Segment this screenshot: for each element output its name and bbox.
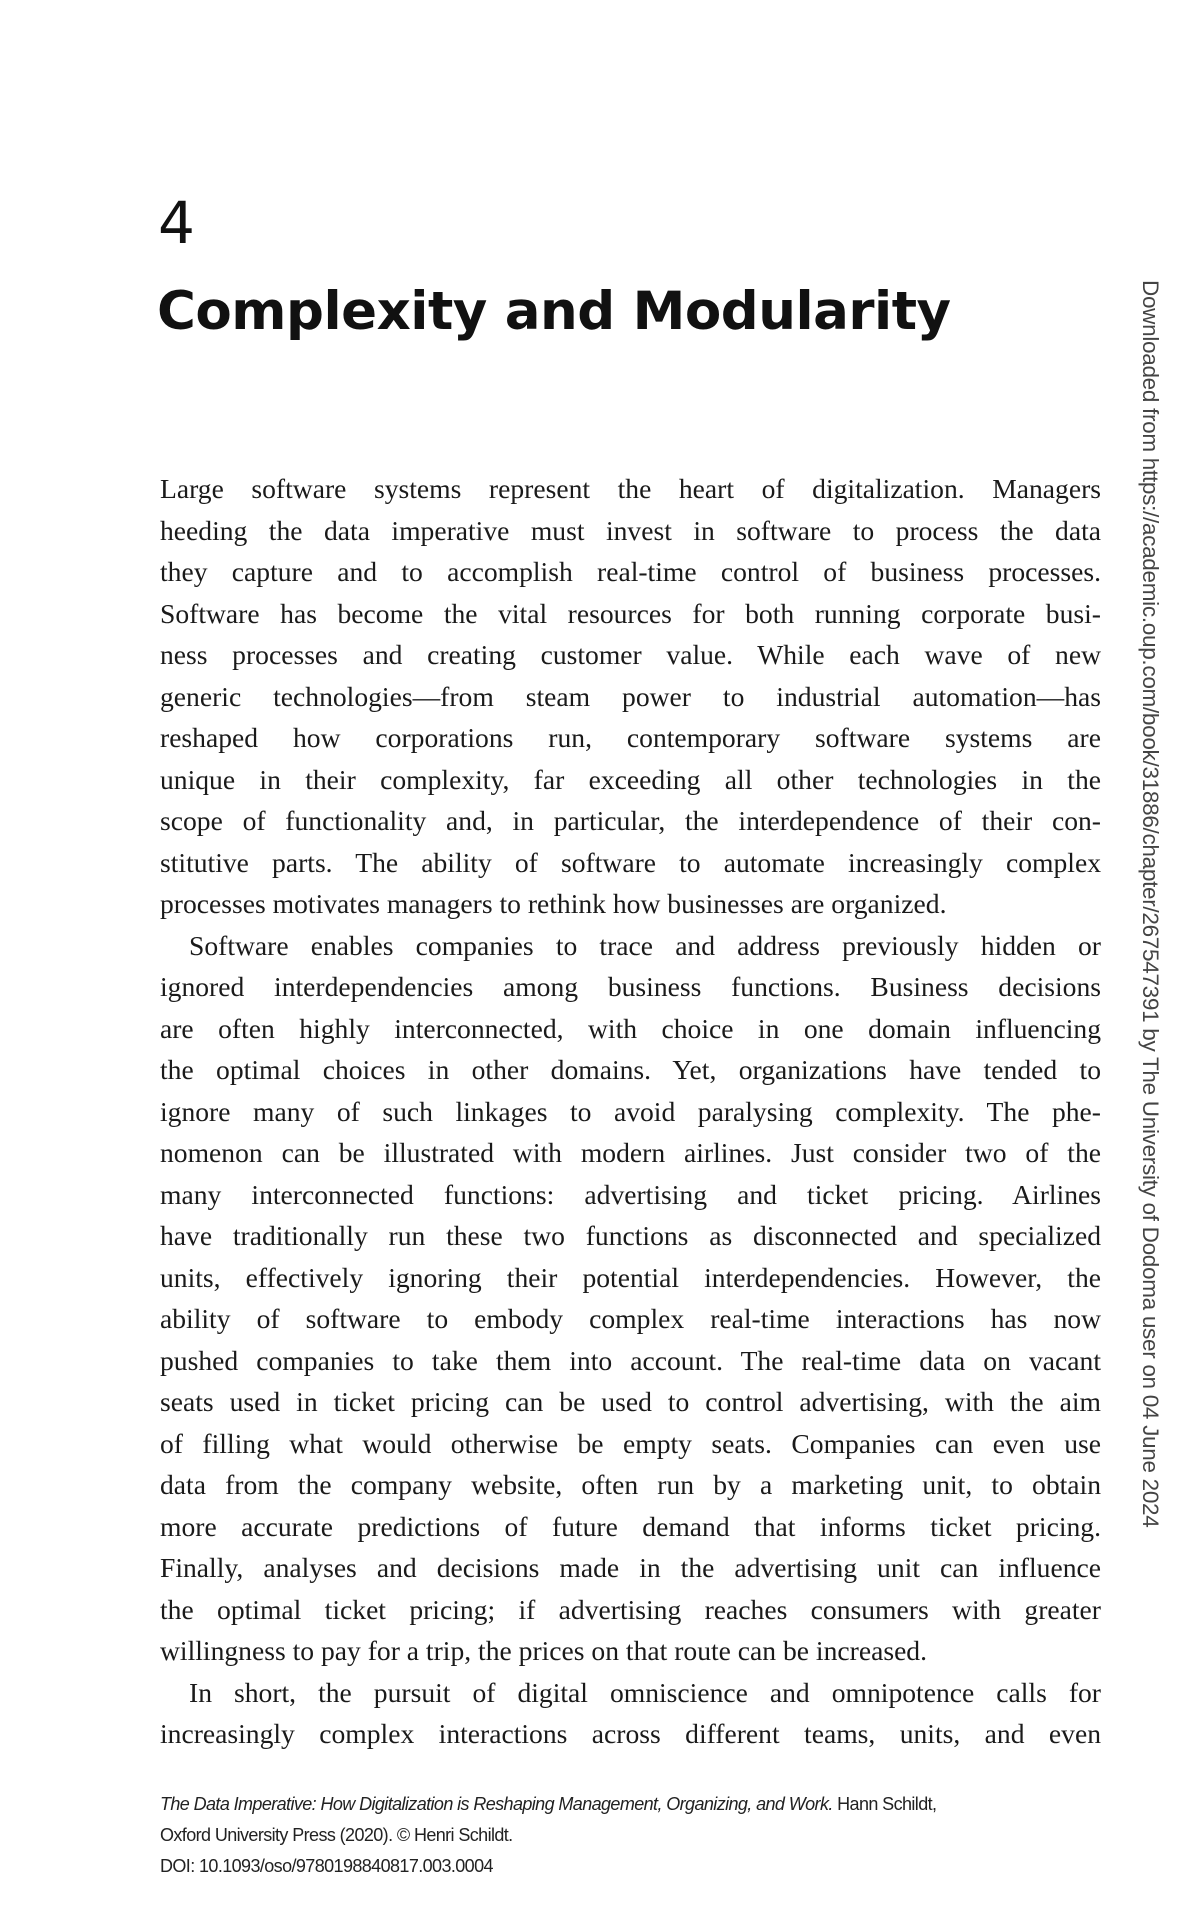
body-line: more accurate predictions of future demand that informs ticket pricing.: [160, 1510, 1101, 1542]
body-line: Software has become the vital resources for both running corporate busi-: [160, 597, 1101, 629]
body-line: In short, the pursuit of digital omniscience and omnipotence calls for: [189, 1676, 1101, 1708]
body-line: ness processes and creating customer value. While each wave of new: [160, 639, 1101, 670]
doi: DOI: 10.1093/oso/9780198840817.003.0004: [160, 1856, 493, 1876]
body-line: the optimal ticket pricing; if advertising reaches consumers with greater: [160, 1593, 1101, 1625]
body-line: nomenon can be illustrated with modern airlines. Just consider two of the: [160, 1137, 1101, 1168]
body-line: have traditionally run these two functions as disconnected and specialized: [160, 1220, 1101, 1251]
body-line: processes motivates managers to rethink how businesses are organized.: [160, 888, 947, 919]
body-line: are often highly interconnected, with choice in one domain influencing: [160, 1012, 1101, 1044]
chapter-title: Complexity and Modularity: [157, 281, 951, 342]
body-text: [160, 468, 1101, 1755]
body-line: of filling what would otherwise be empty seats. Companies can even use: [160, 1427, 1101, 1459]
body-line: increasingly complex interactions across different teams, units, and even: [160, 1718, 1101, 1749]
body-line: units, effectively ignoring their potential interdependencies. However, the: [160, 1261, 1101, 1293]
body-line: Large software systems represent the heart of digitalization. Managers: [160, 473, 1101, 504]
body-line: unique in their complexity, far exceeding all other technologies in the: [160, 763, 1101, 795]
chapter-number: 4: [158, 189, 195, 257]
book-title: The Data Imperative: How Digitalization is Reshaping Management, Organizing, and Work.: [160, 1794, 833, 1814]
body-line: many interconnected functions: advertising and ticket pricing. Airlines: [160, 1178, 1101, 1210]
body-line: pushed companies to take them into account. The real-time data on vacant: [160, 1344, 1101, 1376]
publisher: Oxford University Press (2020). © Henri Schildt.: [160, 1825, 513, 1845]
body-line: seats used in ticket pricing can be used to control advertising, with the aim: [160, 1386, 1101, 1417]
author: Hann Schildt,: [832, 1794, 937, 1814]
body-line: reshaped how corporations run, contemporary software systems are: [160, 722, 1101, 753]
body-line: ignore many of such linkages to avoid paralysing complexity. The phe-: [160, 1095, 1101, 1127]
citation-footer: [160, 1789, 936, 1882]
body-line: scope of functionality and, in particular, the interdependence of their con-: [160, 805, 1101, 836]
body-line: data from the company website, often run by a marketing unit, to obtain: [160, 1469, 1101, 1500]
body-line: heeding the data imperative must invest in software to process the data: [160, 514, 1101, 546]
body-line: Software enables companies to trace and address previously hidden or: [189, 929, 1101, 961]
body-line: ignored interdependencies among business functions. Business decisions: [160, 971, 1101, 1002]
download-watermark: Downloaded from https://academic.oup.com/book/31886/chapter/267547391 by The University of Dodoma user on 04 June 2024: [1138, 280, 1163, 1528]
citation-line: [160, 1789, 936, 1820]
body-line: they capture and to accomplish real-time control of business processes.: [160, 556, 1101, 587]
body-line: the optimal choices in other domains. Yet, organizations have tended to: [160, 1054, 1101, 1085]
body-line: willingness to pay for a trip, the prices on that route can be increased.: [160, 1635, 928, 1666]
body-line: Finally, analyses and decisions made in the advertising unit can influence: [160, 1552, 1101, 1583]
body-line: generic technologies—from steam power to industrial automation—has: [160, 680, 1101, 712]
body-line: stitutive parts. The ability of software to automate increasingly complex: [160, 846, 1101, 878]
body-line: ability of software to embody complex real-time interactions has now: [160, 1303, 1101, 1334]
